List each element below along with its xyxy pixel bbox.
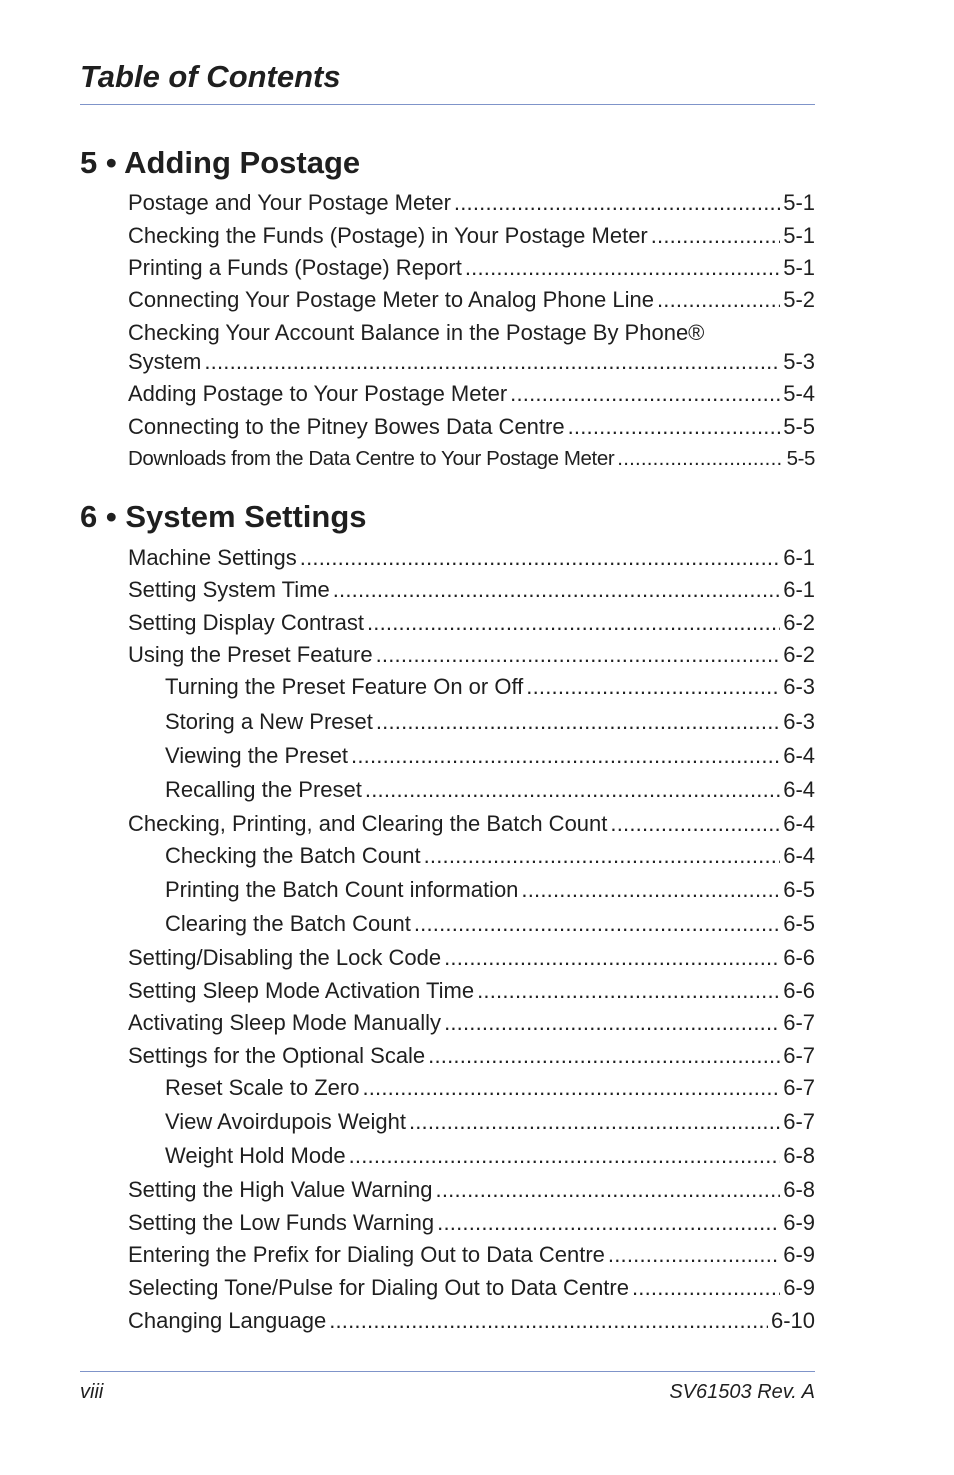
toc-entry-page: 6-9 (783, 1275, 815, 1300)
dot-leader (376, 708, 780, 736)
toc-entry-text: Weight Hold Mode (165, 1143, 346, 1168)
toc-entry[interactable] (128, 1209, 815, 1237)
toc-entry[interactable] (128, 1009, 815, 1037)
toc-entry-text: Recalling the Preset (165, 777, 362, 802)
toc-entry-page: 6-5 (783, 877, 815, 902)
toc-entry-text: Postage and Your Postage Meter (128, 190, 451, 215)
toc-entry-page: 6-4 (783, 811, 815, 836)
toc-entry-page: 6-8 (783, 1177, 815, 1202)
toc-entry-page: 5-1 (783, 190, 815, 215)
toc-entry-page: 5-4 (783, 381, 815, 406)
toc-entry-page: 6-4 (783, 777, 815, 802)
toc-entry-page: 6-6 (783, 945, 815, 970)
toc-entry-text: View Avoirdupois Weight (165, 1109, 406, 1134)
toc-entry[interactable] (128, 1274, 815, 1302)
toc-entry[interactable] (128, 544, 815, 572)
toc-entry-page: 6-3 (783, 674, 815, 699)
toc-subentry[interactable] (165, 1074, 815, 1102)
dot-leader (657, 286, 780, 314)
toc-entry-page: 5-3 (783, 349, 815, 374)
toc-entry-page: 5-5 (786, 447, 815, 470)
toc-entry[interactable] (128, 1042, 815, 1070)
toc-subentry[interactable] (165, 876, 815, 904)
dot-leader (444, 944, 780, 972)
toc-entry-page: 6-2 (783, 610, 815, 635)
toc-entry-text: Downloads from the Data Centre to Your Postage Meter (128, 447, 615, 470)
toc-entry-text: Using the Preset Feature (128, 642, 373, 667)
dot-leader (651, 222, 780, 250)
dot-leader (424, 842, 781, 870)
toc-entry-text: Checking the Batch Count (165, 843, 421, 868)
toc-entry-text: Setting/Disabling the Lock Code (128, 945, 442, 970)
toc-entry-text: Printing a Funds (Postage) Report (128, 255, 462, 280)
toc-entry-text: Changing Language (128, 1308, 327, 1333)
toc-entry-text: Entering the Prefix for Dialing Out to Data Centre (128, 1242, 605, 1267)
toc-entry[interactable] (128, 1307, 815, 1335)
dot-leader (204, 348, 780, 376)
toc-entry-page: 6-10 (770, 1308, 815, 1333)
dot-leader (351, 742, 780, 770)
dot-leader (526, 673, 780, 701)
toc-entry-text: Settings for the Optional Scale (128, 1043, 426, 1068)
toc-subentry[interactable] (165, 673, 815, 701)
toc-entry-text: Printing the Batch Count information (165, 877, 519, 902)
toc-subentry[interactable] (165, 842, 815, 870)
dot-leader (521, 876, 780, 904)
toc-entry-text: Connecting to the Pitney Bowes Data Centre (128, 414, 565, 439)
toc-entry-page: 5-2 (783, 287, 815, 312)
toc-entry[interactable] (128, 977, 815, 1005)
toc-entry-page: 5-5 (783, 414, 815, 439)
dot-leader (349, 1142, 781, 1170)
footer-page-number: viii (80, 1381, 104, 1403)
dot-leader (329, 1307, 768, 1335)
dot-leader (300, 544, 780, 572)
toc-entry-page: 6-7 (783, 1109, 815, 1134)
dot-leader (617, 445, 783, 473)
toc-entry[interactable] (128, 810, 815, 838)
toc-entry-page: 6-7 (783, 1010, 815, 1035)
toc-entry-text: Setting System Time (128, 577, 330, 602)
page-header-title: Table of Contents (80, 59, 341, 94)
toc-entry-page: 6-5 (783, 911, 815, 936)
toc-entry[interactable] (128, 1176, 815, 1204)
toc-entry-page: 6-1 (783, 577, 815, 602)
chapter-title-6: 6 • System Settings (80, 499, 367, 534)
toc-entry-page: 6-4 (783, 843, 815, 868)
toc-entry-page: 6-8 (783, 1143, 815, 1168)
toc-entry-text: Setting Display Contrast (128, 610, 364, 635)
toc-entry-text: System (128, 349, 202, 374)
toc-entry-text: Setting the High Value Warning (128, 1177, 433, 1202)
dot-leader (465, 254, 780, 282)
toc-entry[interactable] (128, 286, 815, 314)
dot-leader (444, 1009, 780, 1037)
dot-leader (409, 1108, 780, 1136)
toc-entry[interactable] (128, 576, 815, 604)
toc-entry-page: 5-1 (783, 255, 815, 280)
toc-entry-text: Checking the Funds (Postage) in Your Postage Meter (128, 223, 648, 248)
dot-leader (362, 1074, 780, 1102)
toc-entry[interactable] (128, 413, 815, 441)
toc-entry-text: Viewing the Preset (165, 743, 349, 768)
toc-entry[interactable] (128, 445, 815, 473)
toc-entry[interactable] (128, 380, 815, 408)
toc-entry-text: Machine Settings (128, 545, 297, 570)
dot-leader (610, 810, 780, 838)
toc-entry[interactable] (128, 609, 815, 637)
toc-entry-text-line1: Checking Your Account Balance in the Postage By Phone® (128, 320, 705, 345)
dot-leader (437, 1209, 780, 1237)
toc-entry[interactable] (128, 944, 815, 972)
toc-entry[interactable] (128, 222, 815, 250)
chapter-title-5: 5 • Adding Postage (80, 145, 361, 180)
dot-leader (365, 776, 780, 804)
toc-entry[interactable] (128, 189, 815, 217)
dot-leader (608, 1241, 780, 1269)
toc-entry-text: Selecting Tone/Pulse for Dialing Out to Data Centre (128, 1275, 629, 1300)
toc-entry-text: Storing a New Preset (165, 709, 373, 734)
toc-page (80, 0, 815, 1475)
toc-entry-text: Turning the Preset Feature On or Off (165, 674, 524, 699)
toc-entry-text: Connecting Your Postage Meter to Analog Phone Line (128, 287, 654, 312)
dot-leader (367, 609, 780, 637)
dot-leader (568, 413, 781, 441)
toc-entry-page: 6-1 (783, 545, 815, 570)
toc-entry[interactable] (128, 319, 815, 377)
dot-leader (428, 1042, 780, 1070)
dot-leader (376, 641, 781, 669)
toc-entry[interactable] (128, 254, 815, 282)
toc-entry-text: Reset Scale to Zero (165, 1075, 360, 1100)
toc-entry-text: Activating Sleep Mode Manually (128, 1010, 442, 1035)
toc-entry-text: Checking, Printing, and Clearing the Batch Count (128, 811, 608, 836)
toc-entry-page: 6-2 (783, 642, 815, 667)
footer-rule (80, 1371, 815, 1372)
dot-leader (436, 1176, 781, 1204)
toc-entry-text: Adding Postage to Your Postage Meter (128, 381, 508, 406)
toc-entry[interactable] (128, 1241, 815, 1269)
toc-entry-text: Setting Sleep Mode Activation Time (128, 978, 475, 1003)
toc-subentry[interactable] (165, 742, 815, 770)
dot-leader (414, 910, 780, 938)
toc-entry-page: 6-7 (783, 1075, 815, 1100)
toc-entry-page: 6-6 (783, 978, 815, 1003)
toc-entry-line2 (128, 348, 815, 376)
toc-subentry[interactable] (165, 1142, 815, 1170)
toc-entry-page: 6-3 (783, 709, 815, 734)
toc-entry-page: 6-4 (783, 743, 815, 768)
header-rule (80, 104, 815, 105)
dot-leader (632, 1274, 780, 1302)
toc-subentry[interactable] (165, 708, 815, 736)
toc-entry-page: 6-9 (783, 1242, 815, 1267)
toc-entry-page: 6-7 (783, 1043, 815, 1068)
toc-subentry[interactable] (165, 1108, 815, 1136)
toc-subentry[interactable] (165, 910, 815, 938)
toc-entry[interactable] (128, 641, 815, 669)
footer-document-id: SV61503 Rev. A (669, 1381, 815, 1403)
toc-entry-page: 5-1 (783, 223, 815, 248)
dot-leader (477, 977, 780, 1005)
toc-subentry[interactable] (165, 776, 815, 804)
toc-entry-text: Clearing the Batch Count (165, 911, 411, 936)
dot-leader (454, 189, 780, 217)
toc-entry-page: 6-9 (783, 1210, 815, 1235)
dot-leader (333, 576, 780, 604)
dot-leader (510, 380, 780, 408)
toc-entry-text: Setting the Low Funds Warning (128, 1210, 435, 1235)
